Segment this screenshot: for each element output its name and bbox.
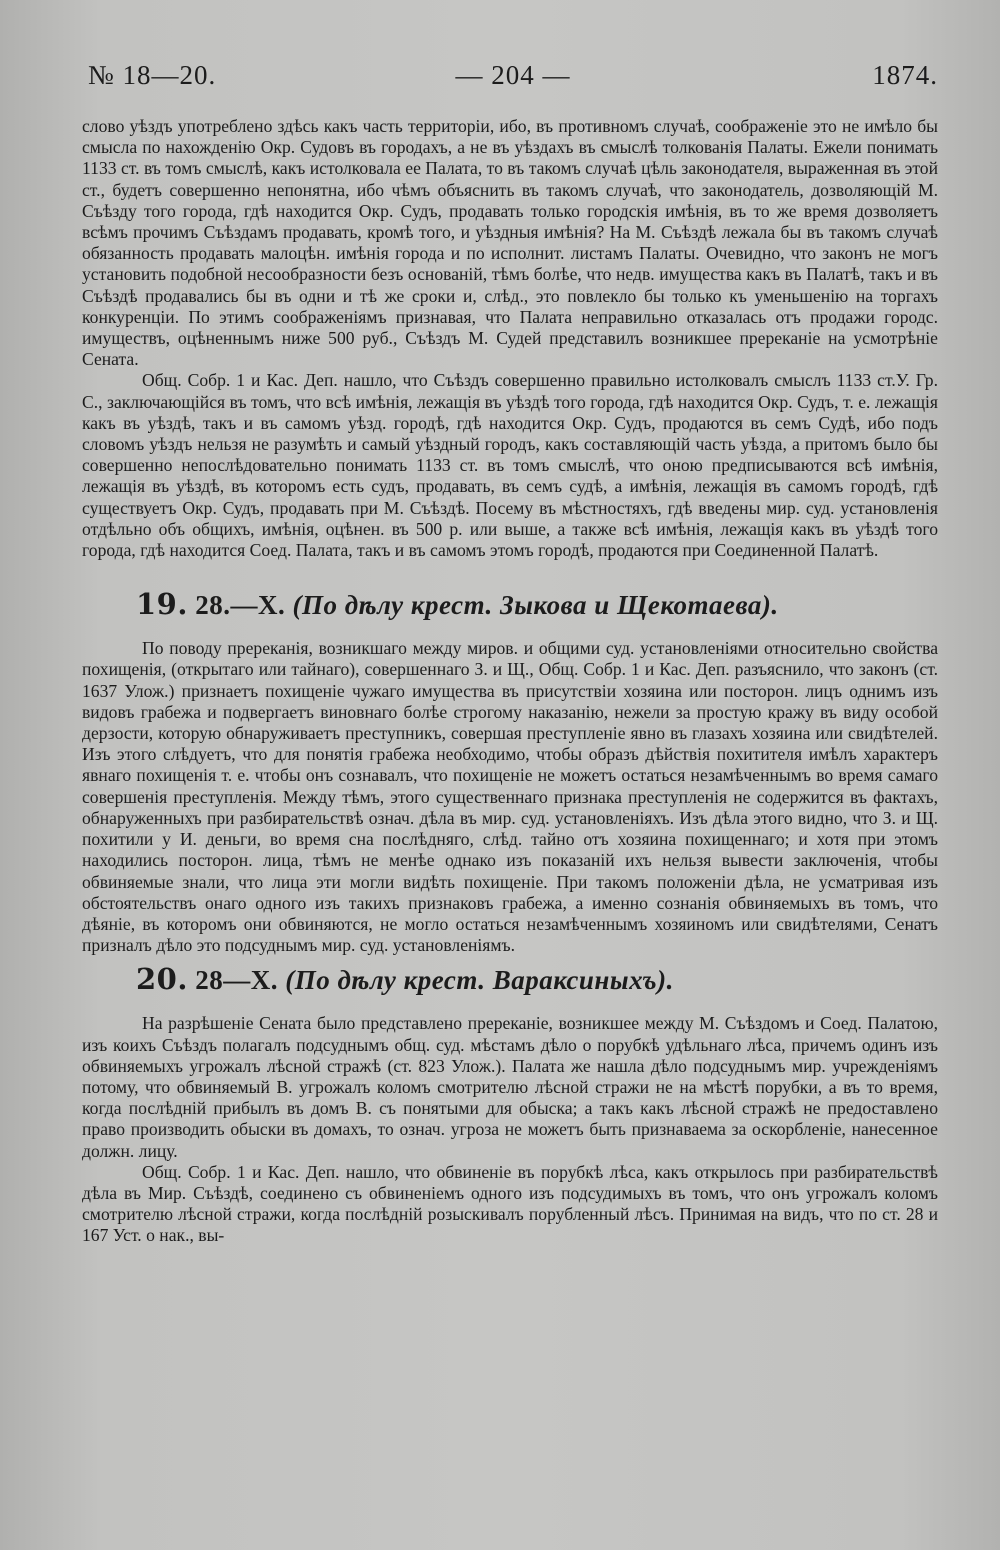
section-20-number: 20. <box>136 962 188 997</box>
section-20-date: 28—X. <box>195 965 278 996</box>
section-20-paragraph-2: Общ. Собр. 1 и Кас. Деп. нашло, что обвиненіе въ порубкѣ лѣса, какъ открылось при разбирательствѣ дѣла въ Мир. Съѣздѣ, соединено съ обвиненіемъ одного изъ подсудимыхъ въ томъ, что онъ угрожалъ коломъ смотрителю лѣсной стражи, когда послѣдній розыскивалъ порубленный лѣсъ. Принимая на видъ, что по ст. 28 и 167 Уст. о нак., вы- <box>82 1161 938 1246</box>
running-header <box>88 60 938 94</box>
page-body <box>82 116 938 1247</box>
section-20-paragraph-1: На разрѣшеніе Сената было представлено пререканіе, возникшее между М. Съѣздомъ и Соед. Палатою, изъ коихъ Съѣздъ полагалъ подсуднымъ общ. суд. мѣстамъ дѣло о порубкѣ удѣльнаго лѣса, причемъ одинъ изъ обвиняемыхъ угрожалъ лѣсной стражѣ (ст. 823 Улож.). Палата же нашла дѣло подсуднымъ мир. учрежденіямъ потому, что обвиняемый В. угрожалъ коломъ смотрителю лѣсной стражи не на мѣстѣ порубки, а въ то время, когда послѣдній прибылъ въ домъ В. съ понятыми для обыска; а такъ какъ лѣсной стражѣ не предоставлено право производить обыски въ домахъ, то означ. угроза не можетъ быть признаваема за оскорбленіе, нанесенное должн. лицу. <box>82 1013 938 1161</box>
section-19-date: 28.—X. <box>195 590 286 621</box>
section-19-number: 19. <box>136 587 188 622</box>
publication-year: 1874. <box>872 60 938 90</box>
section-19-case-title: (По дѣлу крест. Зыкова и Щекотаева). <box>292 590 779 621</box>
section-19-heading <box>82 587 938 622</box>
section-20-case-title: (По дѣлу крест. Вараксиныхъ). <box>285 965 674 996</box>
issue-number: № 18—20. <box>88 60 217 90</box>
section-18-continuation-paragraph: слово уѣздъ употреблено здѣсь какъ часть территоріи, ибо, въ противномъ случаѣ, соображеніе это не имѣло бы смысла по нахожденію Окр. Судовъ въ городахъ, а не въ уѣздахъ въ смыслѣ толкованія Палаты. Ежели понимать 1133 ст. въ томъ смыслѣ, какъ истолковала ее Палата, то въ такомъ случаѣ цѣль законодателя, выраженная въ этой ст., будетъ совершенно непонятна, ибо чѣмъ объяснить въ такомъ случаѣ, что законодатель, дозволяющій М. Съѣзду того города, гдѣ находится Окр. Судъ, продавать только городскія имѣнія, въ то же время дозволяетъ всѣмъ прочимъ Съѣздамъ продавать, кромѣ того, и уѣздныя имѣнія? На М. Съѣздѣ лежала бы въ такомъ случаѣ обязанность продавать малоцѣн. имѣнія города и по исполнит. листамъ Палаты. Очевидно, что законъ не могъ установить подобной несообразности безъ основаній, тѣмъ болѣе, что недв. имущества какъ въ Палатѣ, такъ и въ Съѣздѣ продавались бы въ одни и тѣ же сроки и, слѣд., это повлекло бы только къ уменьшенію на торгахъ конкуренціи. По этимъ соображеніямъ признавая, что Палата неправильно отказалась отъ продажи городс. имуществъ, оцѣненнымъ ниже 500 руб., Съѣздъ М. Судей представилъ возникшее пререканіе на усмотрѣніе Сената. <box>82 116 938 370</box>
section-19-paragraph: По поводу пререканія, возникшаго между миров. и общими суд. установленіями относительно свойства похищенія, (открытаго или тайнаго), совершеннаго З. и Щ., Общ. Собр. 1 и Кас. Деп. разъяснило, что законъ (ст. 1637 Улож.) признаетъ похищеніе чужаго имущества въ присутствіи хозяина или посторон. лицъ однимъ изъ видовъ грабежа и подвергаетъ виновнаго болѣе строгому наказанію, нежели за простую кражу въ виду особой дерзости, которую обнаруживаетъ преступникъ, совершая преступленіе явно въ глазахъ хозяина или свидѣтелей. Изъ этого слѣдуетъ, что для понятія грабежа необходимо, чтобы образъ дѣйствія похитителя имѣлъ характеръ явнаго похищенія т. е. чтобы онъ сознавалъ, что похищеніе не можетъ остаться незамѣченнымъ во время самаго совершенія преступленія. Между тѣмъ, этого существеннаго признака преступленія не содержится въ фактахъ, обнаруженныхъ при разбирательствѣ означ. дѣла въ мир. суд. установленіяхъ. Изъ дѣла этого видно, что З. и Щ. похитили у И. деньги, во время сна послѣдняго, слѣд. тайно отъ хозяина похищеннаго; и хотя при этомъ находились посторон. лица, тѣмъ не менѣе однако изъ показаній ихъ нельзя вывести заключенія, чтобы обвиняемые знали, что лица эти могли видѣть похищеніе. При такомъ положеніи дѣла, не усматривая изъ обстоятельствъ онаго одного изъ такихъ признаковъ грабежа, а именно сознанія обвиняемыхъ въ томъ, что дѣяніе, въ которомъ они обвиняются, не могло остаться незамѣченнымъ хозяиномъ или свидѣтелями, Сенатъ призналъ дѣло это подсуднымъ мир. суд. установленіямъ. <box>82 638 938 956</box>
section-20-heading <box>82 962 938 997</box>
section-18-ruling-paragraph: Общ. Собр. 1 и Кас. Деп. нашло, что Съѣздъ совершенно правильно истолковалъ смыслъ 1133 ст.У. Гр. С., заключающійся въ томъ, что всѣ имѣнія, лежащія въ уѣздѣ того города, гдѣ находится Окр. Судъ, т. е. лежащія какъ въ уѣздѣ, такъ и въ самомъ уѣзд. городѣ, гдѣ находится Окр. Судъ, продаются въ семъ Судѣ, ибо подъ словомъ уѣздъ нельзя не разумѣть и самый уѣздный городъ, какъ составляющій часть уѣзда, а притомъ было бы совершенно непослѣдовательно понимать 1133 ст. въ томъ смыслѣ, что оною предписываются всѣ имѣнія, лежащія въ уѣздѣ, въ которомъ есть судъ, продавать, въ семъ судѣ, а имѣнія, лежащія въ самомъ городѣ, гдѣ существуетъ Окр. Судъ, продавать при М. Съѣздѣ. Посему въ мѣстностяхъ, гдѣ введены мир. суд. установленія отдѣльно объ общихъ, имѣнія, оцѣнен. въ 500 р. или выше, а также всѣ имѣнія, лежащія какъ въ уѣздѣ того города, гдѣ находится Соед. Палата, такъ и въ самомъ этомъ городѣ, продаются при Соединенной Палатѣ. <box>82 370 938 561</box>
page-number: — 204 — <box>455 60 571 90</box>
